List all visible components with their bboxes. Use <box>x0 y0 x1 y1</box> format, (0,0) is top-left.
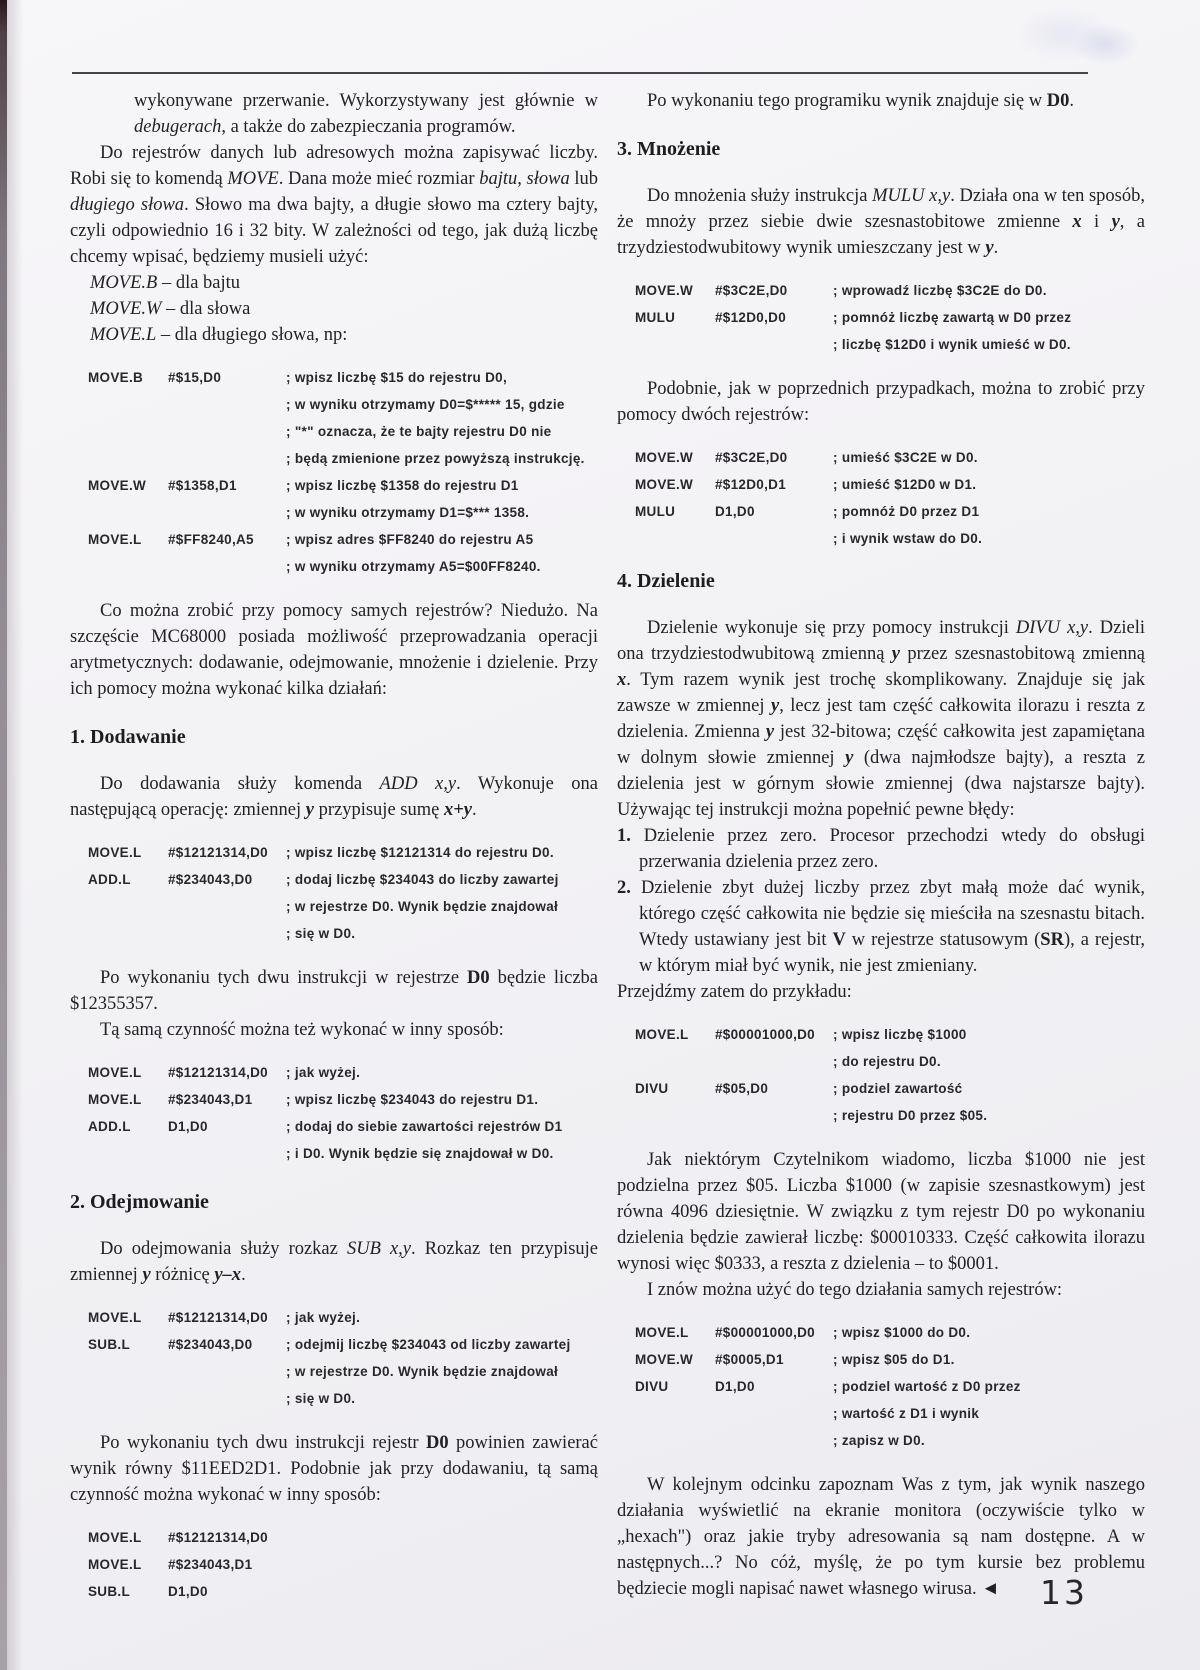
code-operand <box>168 1358 286 1385</box>
code-mnemonic <box>635 331 715 358</box>
move-variant-long: MOVE.L – dla długiego słowa, np: <box>90 325 348 345</box>
code-mnemonic <box>635 1102 715 1129</box>
code-comment: ; i wynik wstaw do D0. <box>833 531 983 546</box>
emphasis-text: D0 <box>425 1433 449 1453</box>
code-comment: ; wartość z D1 i wynik <box>833 1406 980 1421</box>
paragraph-div-description: Dzielenie wykonuje się przy pomocy instrukcji DIVU x,y. Dzieli ona trzydziestodwubitową zmienną y przez szesnastobitową zmienną x. Tym razem wynik jest trochę skomplikowany. Znajduje się jak zawsze w zmiennej y, lecz jest tam część całkowita ilorazu i reszta z dzielenia. Zmienna y jest 32-bitowa; część całkowita jest zapamiętana w dolnym słowie zmiennej y (dwa najmłodsze bajty), a reszta z dzielenia jest w górnym słowie zmiennej (dwa najstarsze bajty). Używając tej instrukcji można popełnić pewne błędy: <box>617 618 1146 820</box>
emphasis-text: MOVE.W <box>90 299 162 319</box>
code-line <box>635 471 1145 498</box>
code-comment: ; w wyniku otrzymamy A5=$00FF8240. <box>286 559 541 574</box>
code-line <box>635 525 1145 552</box>
code-operand: D1,D0 <box>715 1379 755 1394</box>
code-operand: #$00001000,D0 <box>715 1027 815 1042</box>
code-comment: ; w wyniku otrzymamy D1=$*** 1358. <box>286 505 530 520</box>
code-mnemonic: MOVE.L <box>88 1065 142 1080</box>
code-comment: ; jak wyżej. <box>286 1310 361 1325</box>
paragraph-move-description: Do rejestrów danych lub adresowych można zapisywać liczby. Robi się to komendą MOVE. Dana może mieć rozmiar bajtu, słowa lub długiego słowa. Słowo ma dwa bajty, a długie słowo ma cztery bajty, czyli odpowiednio 16 i 32 bity. W zależności od tego, jak dużą liczbę chcemy wpisać, będziemy musieli użyć: <box>70 143 599 267</box>
code-block-div-immediate <box>617 1021 1145 1129</box>
code-mnemonic: DIVU <box>635 1081 669 1096</box>
code-mnemonic <box>88 445 168 472</box>
emphasis-text: D0 <box>467 968 490 988</box>
paragraph-sub-description: Do odejmowania służy rozkaz SUB x,y. Rozkaz ten przypisuje zmiennej y różnicę y–x. <box>70 1239 599 1285</box>
code-line <box>635 277 1145 304</box>
emphasis-text: y <box>770 696 780 716</box>
code-comment: ; odejmij liczbę $234043 od liczby zawartej <box>286 1337 571 1352</box>
code-line <box>88 1358 598 1385</box>
code-line <box>88 499 598 526</box>
move-variants-list <box>70 270 598 348</box>
emphasis-text: DIVU x,y <box>1015 618 1089 638</box>
code-mnemonic <box>88 1385 168 1412</box>
code-operand <box>168 1140 286 1167</box>
emphasis-text: długiego słowa <box>70 195 185 215</box>
section-heading-odejmowanie: 2. Odejmowanie <box>70 1191 209 1213</box>
code-mnemonic <box>88 499 168 526</box>
code-comment: ; zapisz w D0. <box>833 1433 925 1448</box>
emphasis-text: debugerach <box>134 117 222 137</box>
code-line <box>88 1331 598 1358</box>
code-mnemonic <box>88 1358 168 1385</box>
emphasis-text: x <box>617 670 627 690</box>
emphasis-text: SUB x,y <box>346 1239 411 1259</box>
emphasis-text: x+y <box>443 800 472 820</box>
code-mnemonic <box>88 893 168 920</box>
paragraph-sub-result: Po wykonaniu tych dwu instrukcji rejestr D0 powinien zawierać wynik równy $11EED2D1. Podobnie jak przy dodawaniu, tą samą czynność można wykonać w inny sposób: <box>70 1433 598 1505</box>
code-operand <box>715 1048 833 1075</box>
code-comment: ; się w D0. <box>286 926 356 941</box>
code-operand: #$1358,D1 <box>168 478 237 493</box>
code-line <box>88 472 598 499</box>
code-mnemonic: SUB.L <box>88 1584 130 1599</box>
code-line <box>88 1140 598 1167</box>
paragraph-registers-arithmetic: Co można zrobić przy pomocy samych rejestrów? Niedużo. Na szczęście MC68000 posiada możliwość przeprowadzania operacji arytmetycznych: dodawanie, odejmowanie, mnożenie i dzielenie. Przy ich pomocy można wykonać kilka działań: <box>70 601 598 699</box>
paragraph-closing: W kolejnym odcinku zapoznam Was z tym, jak wynik naszego działania wyświetlić na ekranie monitora (oczywiście tylko w „hexach") oraz jakie tryby adresowania są nam dostępne. A w następnych...? No cóż, myślę, że po tym kursie bez problemu będziecie mogli napisać nawet własnego wirusa. ◄ <box>617 1475 1145 1599</box>
code-block-sub-immediate <box>70 1304 598 1412</box>
code-operand: #$234043,D1 <box>168 1557 253 1572</box>
code-comment: ; wpisz liczbę $1000 <box>833 1027 967 1042</box>
code-line <box>635 1021 1145 1048</box>
paragraph-mul-description: Do mnożenia służy instrukcja MULU x,y. Działa ona w ten sposób, że mnoży przez siebie dwie szesnastobitowe zmienne x i y, a trzydziestodwubitowy wynik umieszczany jest w y. <box>617 186 1145 258</box>
code-operand: #$FF8240,A5 <box>168 532 254 547</box>
paragraph-add-description: Do dodawania służy komenda ADD x,y. Wykonuje ona następującą operację: zmiennej y przypisuje sumę x+y. <box>70 774 599 820</box>
code-operand: #$3C2E,D0 <box>715 283 788 298</box>
code-line <box>88 553 598 580</box>
code-block-add-registers <box>70 1059 598 1167</box>
paragraph-intro-continuation: wykonywane przerwanie. Wykorzystywany jest głównie w debugerach, a także do zabezpieczania programów. <box>134 91 598 137</box>
code-comment: ; umieść $3C2E w D0. <box>833 450 978 465</box>
code-operand <box>168 893 286 920</box>
code-block-move-examples <box>70 364 598 580</box>
code-block-sub-registers <box>70 1524 598 1605</box>
code-mnemonic <box>88 391 168 418</box>
code-operand <box>168 418 286 445</box>
code-comment: ; się w D0. <box>286 1391 356 1406</box>
emphasis-text: MOVE <box>227 169 279 189</box>
paragraph-sub-register-result: Po wykonaniu tego programiku wynik znajduje się w D0. <box>647 91 1074 111</box>
code-line <box>88 526 598 553</box>
code-line <box>88 364 598 391</box>
code-line <box>88 1578 598 1605</box>
section-heading-dzielenie: 4. Dzielenie <box>617 570 715 592</box>
code-line <box>635 1102 1145 1129</box>
code-comment: ; umieść $12D0 w D1. <box>833 477 977 492</box>
code-line <box>635 1075 1145 1102</box>
code-operand: #$3C2E,D0 <box>715 450 788 465</box>
code-operand: #$234043,D0 <box>168 1337 253 1352</box>
code-line <box>88 893 598 920</box>
code-operand: #$05,D0 <box>715 1081 769 1096</box>
code-operand: #$15,D0 <box>168 370 222 385</box>
code-operand: #$12D0,D1 <box>715 477 786 492</box>
code-operand <box>715 525 833 552</box>
code-comment: ; w rejestrze D0. Wynik będzie znajdował <box>286 1364 559 1379</box>
emphasis-text: V <box>832 930 846 950</box>
emphasis-text: MOVE.B <box>90 273 158 293</box>
code-line <box>88 920 598 947</box>
code-comment: ; będą zmienione przez powyższą instrukcję. <box>286 451 585 466</box>
list-item-div-error-2: 2. Dzielenie zbyt dużej liczby przez zbyt małą może dać wynik, którego część całkowita nie będzie się mieściła na szesnastu bitach. Wtedy ustawiany jest bit V w rejestrze statusowym (SR), a rejestr, w którym miał być wynik, nie jest zmieniany. <box>617 878 1146 976</box>
code-comment <box>286 1524 598 1551</box>
code-line <box>635 304 1145 331</box>
code-comment: ; jak wyżej. <box>286 1065 361 1080</box>
code-mnemonic: MOVE.L <box>88 845 142 860</box>
code-mnemonic: MOVE.L <box>88 1092 142 1107</box>
code-comment: ; wpisz liczbę $12121314 do rejestru D0. <box>286 845 554 860</box>
scan-edge-soft-shadow <box>7 0 23 1670</box>
code-operand: #$00001000,D0 <box>715 1325 815 1340</box>
code-mnemonic <box>635 1427 715 1454</box>
code-comment: ; wprowadź liczbę $3C2E do D0. <box>833 283 1047 298</box>
list-item-div-error-1: 1. Dzielenie przez zero. Procesor przechodzi wtedy do obsługi przerwania dzielenia przez zero. <box>617 826 1145 872</box>
paragraph-add-result: Po wykonaniu tych dwu instrukcji w rejestrze D0 będzie liczba $12355357. <box>70 968 598 1014</box>
code-line <box>635 1373 1145 1400</box>
code-operand <box>168 445 286 472</box>
code-comment: ; w rejestrze D0. Wynik będzie znajdował <box>286 899 559 914</box>
code-mnemonic: MOVE.B <box>88 370 144 385</box>
code-block-div-registers <box>617 1319 1145 1454</box>
code-mnemonic <box>635 1400 715 1427</box>
code-mnemonic: MOVE.L <box>88 532 142 547</box>
code-mnemonic <box>635 525 715 552</box>
code-mnemonic: MOVE.W <box>635 450 694 465</box>
code-line <box>88 1524 598 1551</box>
code-comment: ; dodaj do siebie zawartości rejestrów D1 <box>286 1119 563 1134</box>
code-line <box>88 1059 598 1086</box>
emphasis-text: y–x <box>214 1265 242 1285</box>
code-operand <box>715 331 833 358</box>
emphasis-text: x <box>1072 212 1082 232</box>
code-mnemonic: ADD.L <box>88 1119 131 1134</box>
top-divider-rule <box>72 72 1088 74</box>
code-line <box>635 1048 1145 1075</box>
code-comment <box>286 1551 598 1578</box>
code-comment: ; wpisz $05 do D1. <box>833 1352 955 1367</box>
code-block-add-immediate <box>70 839 598 947</box>
code-line <box>88 866 598 893</box>
code-line <box>88 839 598 866</box>
code-line <box>635 331 1145 358</box>
code-comment: ; wpisz liczbę $15 do rejestru D0, <box>286 370 508 385</box>
code-line <box>88 445 598 472</box>
emphasis-text: y <box>305 800 314 820</box>
code-operand <box>715 1102 833 1129</box>
code-operand: D1,D0 <box>168 1119 208 1134</box>
code-comment: ; wpisz liczbę $234043 do rejestru D1. <box>286 1092 539 1107</box>
emphasis-text: y <box>985 238 994 258</box>
paragraph-div-result: Jak niektórym Czytelnikom wiadomo, liczba $1000 nie jest podzielna przez $05. Liczba $1000 (w zapisie szesnastkowym) jest równa 4096 dziesiętnie. W związku z tym rejestr D0 po wykonaniu dzielenia będzie zawierał liczbę: $00010333. Część całkowita ilorazu wynosi więc $0333, a reszta z dzielenia – to $0001. <box>617 1150 1145 1274</box>
code-line <box>635 498 1145 525</box>
code-comment: ; pomnóż liczbę zawartą w D0 przez <box>833 310 1072 325</box>
code-comment: ; wpisz adres $FF8240 do rejestru A5 <box>286 532 534 547</box>
code-operand <box>715 1400 833 1427</box>
emphasis-text: słowa <box>526 169 570 189</box>
code-mnemonic: ADD.L <box>88 872 131 887</box>
code-mnemonic <box>88 553 168 580</box>
emphasis-text: MOVE.L <box>90 325 157 345</box>
paragraph-add-alternative: Tą samą czynność można też wykonać w inny sposób: <box>100 1020 504 1040</box>
code-comment: ; do rejestru D0. <box>833 1054 941 1069</box>
code-operand <box>168 920 286 947</box>
code-comment: ; dodaj liczbę $234043 do liczby zawartej <box>286 872 559 887</box>
code-line <box>88 391 598 418</box>
code-line <box>635 1400 1145 1427</box>
code-operand: #$234043,D1 <box>168 1092 253 1107</box>
code-mnemonic <box>635 1048 715 1075</box>
ghost-logo-watermark <box>1008 4 1148 78</box>
emphasis-text: y <box>891 644 901 664</box>
code-line <box>88 1551 598 1578</box>
emphasis-text: 2. <box>617 878 631 898</box>
code-mnemonic: MOVE.L <box>88 1310 142 1325</box>
emphasis-text: SR <box>1040 930 1064 950</box>
code-line <box>88 418 598 445</box>
code-mnemonic <box>88 1140 168 1167</box>
code-mnemonic: DIVU <box>635 1379 669 1394</box>
code-operand <box>715 1427 833 1454</box>
code-operand <box>168 391 286 418</box>
code-operand: #$12121314,D0 <box>168 1310 268 1325</box>
scan-edge-shadow <box>0 0 7 1670</box>
emphasis-text: 1. <box>617 826 631 846</box>
code-mnemonic: MOVE.W <box>635 283 694 298</box>
code-comment: ; "*" oznacza, że te bajty rejestru D0 nie <box>286 424 552 439</box>
emphasis-text: bajtu <box>479 169 518 189</box>
code-operand: #$234043,D0 <box>168 872 253 887</box>
code-operand: #$12121314,D0 <box>168 1530 268 1545</box>
code-mnemonic: MULU <box>635 504 676 519</box>
code-line <box>88 1113 598 1140</box>
code-comment: ; wpisz liczbę $1358 do rejestru D1 <box>286 478 519 493</box>
emphasis-text: MULU x,y <box>872 186 951 206</box>
code-operand: #$0005,D1 <box>715 1352 784 1367</box>
code-comment: ; wpisz $1000 do D0. <box>833 1325 971 1340</box>
emphasis-text: y <box>845 748 854 768</box>
code-block-mul-registers <box>617 444 1145 552</box>
emphasis-text: ADD x,y <box>379 774 457 794</box>
code-comment <box>286 1578 598 1605</box>
code-mnemonic <box>88 920 168 947</box>
code-line <box>635 1319 1145 1346</box>
emphasis-text: y <box>765 722 775 742</box>
code-line <box>88 1385 598 1412</box>
code-line <box>88 1086 598 1113</box>
code-operand <box>168 499 286 526</box>
paragraph-div-alternative: I znów można użyć do tego działania samych rejestrów: <box>647 1280 1063 1300</box>
paragraph-div-example-lead: Przejdźmy zatem do przykładu: <box>617 982 852 1002</box>
code-operand <box>168 1385 286 1412</box>
code-mnemonic: MOVE.W <box>635 1352 694 1367</box>
code-mnemonic: MOVE.W <box>635 477 694 492</box>
code-mnemonic <box>88 418 168 445</box>
emphasis-text: ◄ <box>981 1579 1000 1599</box>
code-line <box>635 444 1145 471</box>
code-comment: ; pomnóż D0 przez D1 <box>833 504 980 519</box>
move-variant-byte: MOVE.B – dla bajtu <box>90 273 241 293</box>
paragraph-mul-alternative: Podobnie, jak w poprzednich przypadkach, można to zrobić przy pomocy dwóch rejestrów: <box>617 379 1145 425</box>
code-mnemonic: MOVE.W <box>88 478 147 493</box>
code-operand: #$12121314,D0 <box>168 845 268 860</box>
code-comment: ; w wyniku otrzymamy D0=$***** 15, gdzie <box>286 397 565 412</box>
code-operand: D1,D0 <box>715 504 755 519</box>
code-comment: ; rejestru D0 przez $05. <box>833 1108 988 1123</box>
code-mnemonic: MOVE.L <box>635 1325 689 1340</box>
code-comment: ; i D0. Wynik będzie się znajdował w D0. <box>286 1146 554 1161</box>
code-comment: ; podziel wartość z D0 przez <box>833 1379 1021 1394</box>
left-column <box>70 88 598 1623</box>
right-column <box>617 88 1145 1602</box>
code-mnemonic: MOVE.L <box>88 1530 142 1545</box>
section-heading-mnozenie: 3. Mnożenie <box>617 138 721 160</box>
code-mnemonic: SUB.L <box>88 1337 130 1352</box>
code-mnemonic: MOVE.L <box>635 1027 689 1042</box>
code-mnemonic: MULU <box>635 310 676 325</box>
code-operand: #$12121314,D0 <box>168 1065 268 1080</box>
code-block-mul-immediate <box>617 277 1145 358</box>
code-operand: D1,D0 <box>168 1584 208 1599</box>
code-line <box>88 1304 598 1331</box>
code-comment: ; liczbę $12D0 i wynik umieść w D0. <box>833 337 1071 352</box>
emphasis-text: y <box>142 1265 151 1285</box>
code-comment: ; podziel zawartość <box>833 1081 963 1096</box>
section-heading-dodawanie: 1. Dodawanie <box>70 726 186 748</box>
code-operand <box>168 553 286 580</box>
emphasis-text: D0 <box>1046 91 1070 111</box>
move-variant-word: MOVE.W – dla słowa <box>90 299 251 319</box>
code-line <box>635 1346 1145 1373</box>
code-operand: #$12D0,D0 <box>715 310 786 325</box>
page-number: 13 <box>1040 1573 1088 1612</box>
code-line <box>635 1427 1145 1454</box>
code-mnemonic: MOVE.L <box>88 1557 142 1572</box>
emphasis-text: y <box>1111 212 1120 232</box>
